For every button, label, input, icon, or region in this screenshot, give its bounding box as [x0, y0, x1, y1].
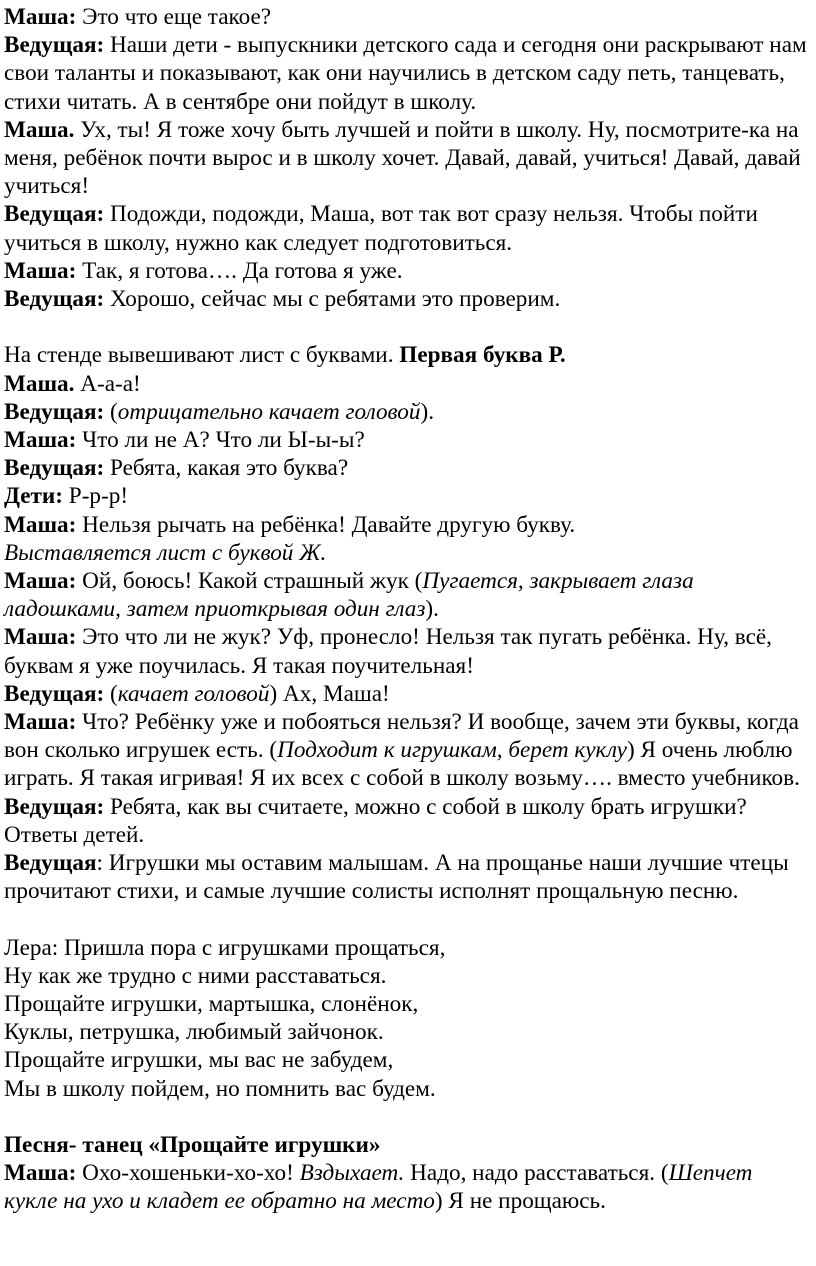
stage-direction: качает головой	[117, 680, 270, 707]
line-10	[4, 426, 810, 454]
speaker-masha: Маша:	[4, 1160, 77, 1187]
blank-line	[4, 1103, 810, 1131]
line-11	[4, 454, 810, 482]
speaker-masha: Маша:	[4, 427, 77, 454]
speech: Ух, ты! Я тоже хочу быть лучшей и пойти в школу. Ну, посмотрите-ка на меня, ребёнок почти вырос и в школу хочет. Давай, давай, учиться! Давай, давай учиться!	[4, 116, 801, 200]
speech: (	[104, 680, 118, 707]
stage-direction: Вздыхает.	[299, 1160, 405, 1187]
poem-text: Прощайте игрушки, мы вас не забудем,	[4, 1047, 394, 1074]
line-13	[4, 511, 810, 539]
line-12	[4, 482, 810, 510]
song-heading	[4, 1131, 810, 1159]
first-letter-heading: Первая буква Р.	[399, 342, 566, 369]
poem-text: Прощайте игрушки, мартышка, слонёнок,	[4, 991, 419, 1018]
speech: ).	[420, 398, 435, 425]
line-3	[4, 116, 810, 201]
poem-text: Лера: Пришла пора с игрушками прощаться,	[4, 934, 446, 961]
speech: Что ли не А? Что ли Ы-ы-ы?	[76, 427, 365, 454]
speaker-masha: Маша.	[4, 370, 75, 397]
poem-text: Куклы, петрушка, любимый зайчонок.	[4, 1019, 384, 1046]
poem-line-1	[4, 934, 810, 962]
speech: Так, я готова…. Да готова я уже.	[76, 257, 403, 284]
poem-line-3	[4, 990, 810, 1018]
speaker-host: Ведущая:	[4, 32, 105, 59]
line-7	[4, 341, 810, 369]
speaker-masha: Маша:	[4, 257, 77, 284]
speech: А-а-а!	[74, 370, 141, 397]
speech: ) Я очень люблю играть. Я такая игривая! Я их всех с собой в школу возьму…. вместо учебников.	[4, 737, 800, 792]
speech: Р-р-р!	[63, 483, 129, 510]
blank-line	[4, 905, 810, 933]
speech: Надо, надо расставаться. (	[404, 1160, 669, 1187]
line-5	[4, 257, 810, 285]
poem-text: Мы в школу пойдем, но помнить вас будем.	[4, 1075, 436, 1102]
speech: (	[104, 398, 118, 425]
speech: Ребята, как вы считаете, можно с собой в школу брать игрушки? Ответы детей.	[4, 793, 747, 848]
line-6	[4, 285, 810, 313]
stage-direction: Пугается, закрывает глаза ладошками, затем приоткрывая один глаз	[4, 568, 694, 623]
speech: ) Ах, Маша!	[269, 680, 390, 707]
speaker-host: Ведущая	[4, 850, 97, 877]
speech: Нельзя рычать на ребёнка! Давайте другую букву.	[76, 511, 576, 538]
line-1	[4, 3, 810, 31]
poem-text: Ну как же трудно с ними расставаться.	[4, 962, 387, 989]
speaker-children: Дети:	[4, 483, 63, 510]
speech: Ой, боюсь! Какой страшный жук (	[76, 568, 423, 595]
speech: Хорошо, сейчас мы с ребятами это проверим.	[104, 286, 561, 313]
speaker-masha: Маша:	[4, 624, 77, 651]
speech: Подожди, подожди, Маша, вот так вот сразу нельзя. Чтобы пойти учиться в школу, нужно как следует подготовиться.	[4, 201, 758, 256]
speaker-host: Ведущая:	[4, 793, 105, 820]
speech: Ребята, какая это буква?	[104, 455, 349, 482]
speaker-masha: Маша:	[4, 511, 77, 538]
speaker-host: Ведущая:	[4, 201, 105, 228]
song-title: Песня- танец «Прощайте игрушки»	[4, 1132, 381, 1159]
poem-line-5	[4, 1046, 810, 1074]
speaker-masha: Маша:	[4, 568, 77, 595]
line-9	[4, 398, 810, 426]
stage-direction: Выставляется лист с буквой Ж.	[4, 539, 327, 566]
line-19	[4, 793, 810, 849]
line-17	[4, 680, 810, 708]
blank-line	[4, 313, 810, 341]
speech: Охо-хошеньки-хо-хо!	[76, 1160, 300, 1187]
speaker-masha: Маша:	[4, 4, 77, 30]
poem-line-4	[4, 1018, 810, 1046]
line-final	[4, 1159, 810, 1215]
speech: Это что еще такое?	[76, 4, 272, 30]
speech: : Игрушки мы оставим малышам. А на прощанье наши лучшие чтецы прочитают стихи, и самые лучшие солисты исполнят прощальную песню.	[4, 850, 789, 905]
line-4	[4, 200, 810, 256]
poem-line-2	[4, 962, 810, 990]
speech: ) Я не прощаюсь.	[434, 1188, 606, 1215]
speech: ).	[425, 596, 439, 623]
line-20	[4, 849, 810, 905]
speaker-masha: Маша:	[4, 709, 77, 736]
poem-line-6	[4, 1075, 810, 1103]
speech: Это что ли не жук? Уф, пронесло! Нельзя так пугать ребёнка. Ну, всё, буквам я уже поучилась. Я такая поучительная!	[4, 624, 772, 679]
speaker-host: Ведущая:	[4, 680, 105, 707]
speaker-host: Ведущая:	[4, 398, 105, 425]
stage-direction: На стенде вывешивают лист с буквами.	[4, 342, 400, 369]
stage-direction: отрицательно качает головой	[117, 398, 421, 425]
speech: Что? Ребёнку уже и побояться нельзя? И вообще, зачем эти буквы, когда вон сколько игрушек есть. (	[4, 709, 799, 764]
line-15	[4, 567, 810, 623]
stage-direction: Подходит к игрушкам, берет куклу	[277, 737, 627, 764]
line-2	[4, 31, 810, 116]
speaker-host: Ведущая:	[4, 286, 105, 313]
line-8	[4, 370, 810, 398]
line-18	[4, 708, 810, 793]
speaker-masha: Маша.	[4, 116, 75, 143]
line-14	[4, 539, 810, 567]
line-16	[4, 623, 810, 679]
stage-direction: Шепчет кукле на ухо и кладет ее обратно на место	[4, 1160, 753, 1215]
speaker-host: Ведущая:	[4, 455, 105, 482]
speech: Наши дети - выпускники детского сада и сегодня они раскрывают нам свои таланты и показывают, как они научились в детском саду петь, танцевать, стихи читать. А в сентябре они пойдут в школу.	[4, 32, 807, 115]
